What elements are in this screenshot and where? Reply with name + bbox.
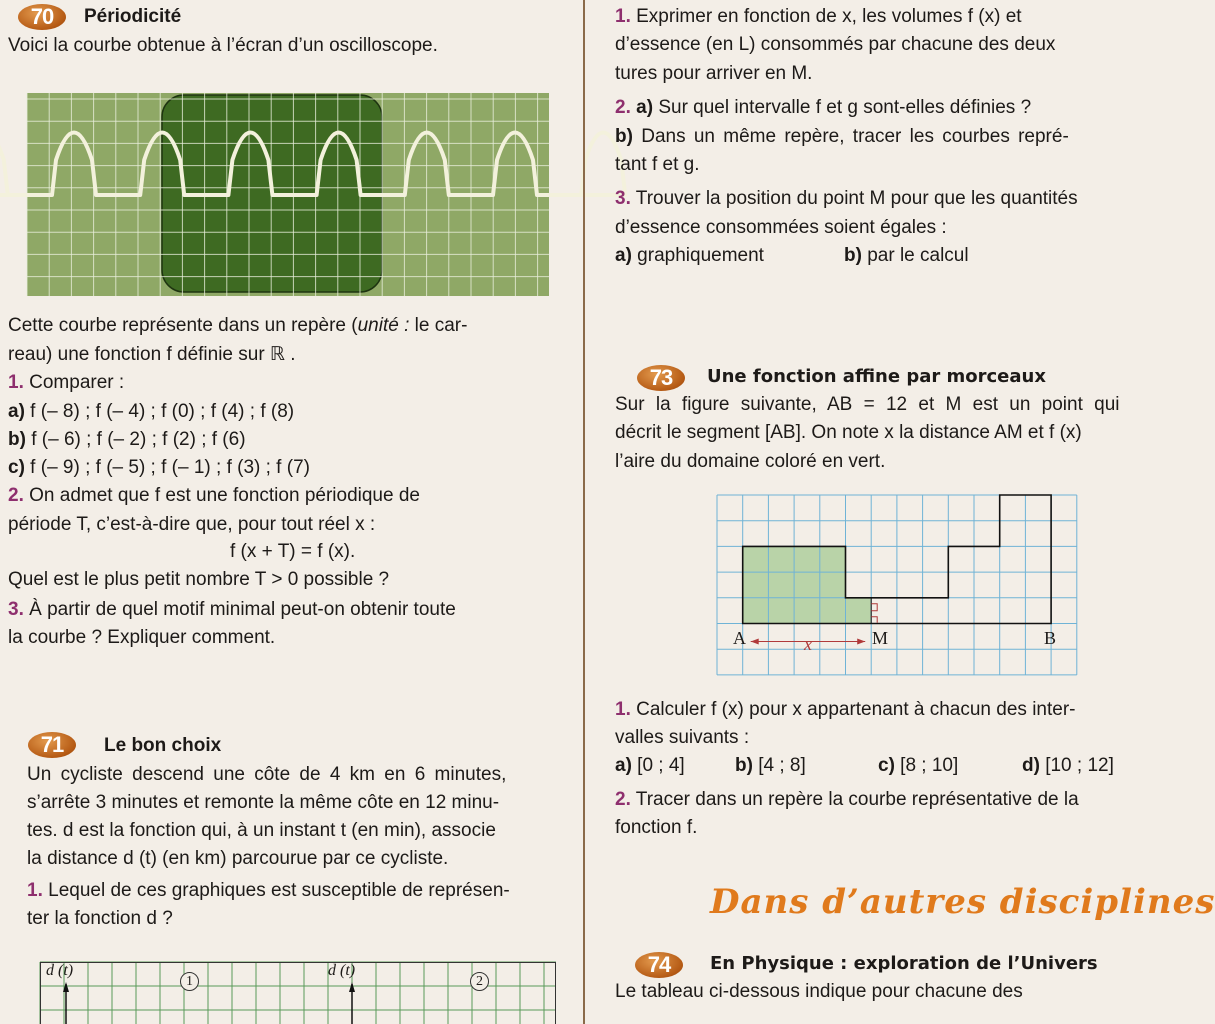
right-angle-marks (871, 604, 877, 623)
point-b-label: B (1044, 628, 1057, 648)
paragraph: s’arrête 3 minutes et remonte la même côte en 12 minu- (27, 792, 500, 813)
question-1: 1. Calculer f (x) pour x appartenant à chacun des inter- (615, 699, 1076, 720)
exercise-number-badge: 71 (28, 732, 76, 758)
interval-d: d) [10 ; 12] (1022, 755, 1114, 776)
paragraph: la distance d (t) (en km) parcourue par ce cycliste. (27, 848, 449, 869)
exercise-number-badge: 70 (18, 4, 66, 30)
question-1: 1. Exprimer en fonction de x, les volumes f (x) et (615, 6, 1022, 27)
question-2a: 2. a) Sur quel intervalle f et g sont-elles définies ? (615, 97, 1032, 118)
right-column (586, 0, 1215, 1024)
question-2: 2. On admet que f est une fonction périodique de (8, 485, 420, 506)
question-2: 2. Tracer dans un repère la courbe représentative de la (615, 789, 1079, 810)
paragraph: tures pour arriver en M. (615, 63, 813, 84)
question-3: 3. Trouver la position du point M pour que les quantités (615, 188, 1078, 209)
question-1: 1. Comparer : (8, 372, 125, 393)
paragraph: Quel est le plus petit nombre T > 0 possible ? (8, 569, 390, 590)
exercise-number-badge: 73 (637, 365, 685, 391)
interval-c: c) [8 ; 10] (878, 755, 959, 776)
question-1a: a) f (– 8) ; f (– 4) ; f (0) ; f (4) ; f (8) (8, 401, 295, 422)
paragraph: d’essence (en L) consommés par chacune des deux (615, 34, 1056, 55)
area-figure (716, 494, 1080, 676)
paragraph: période T, c’est-à-dire que, pour tout réel x : (8, 514, 376, 535)
paragraph: l’aire du domaine coloré en vert. (615, 451, 886, 472)
section-heading: Dans d’autres disciplines (710, 882, 1215, 922)
paragraph: Sur la figure suivante, AB = 12 et M est un point qui (615, 394, 1120, 415)
question-3a: a) graphiquement (615, 245, 764, 266)
interval-b: b) [4 ; 8] (735, 755, 806, 776)
exercise-title: Une fonction affine par morceaux (707, 366, 1046, 387)
paragraph: d’essence consommées soient égales : (615, 217, 947, 238)
graph-2-number: 2 (470, 972, 489, 991)
axis-arrow-icon (349, 982, 355, 992)
paragraph: la courbe ? Expliquer comment. (8, 627, 276, 648)
graph-2-axis-label: d (t) (328, 962, 356, 979)
column-divider (583, 0, 585, 1024)
question-1: 1. Lequel de ces graphiques est susceptible de représen- (27, 880, 510, 901)
question-3: 3. À partir de quel motif minimal peut-on obtenir toute (8, 599, 456, 620)
paragraph: fonction f. (615, 817, 698, 838)
oscilloscope-figure (27, 93, 549, 296)
green-area (743, 546, 872, 623)
exercise-title: Le bon choix (104, 735, 222, 756)
graph-1-number: 1 (180, 972, 199, 991)
exercise-title: En Physique : exploration de l’Univers (710, 953, 1098, 974)
question-2b: b) Dans un même repère, tracer les courbes repré- (615, 126, 1069, 147)
paragraph: tes. d est la fonction qui, à un instant t (en min), associe (27, 820, 496, 841)
paragraph: tant f et g. (615, 154, 700, 175)
question-3b: b) par le calcul (844, 245, 969, 266)
exercise-title: Périodicité (84, 6, 182, 27)
intro-text: Voici la courbe obtenue à l’écran d’un oscilloscope. (8, 35, 438, 56)
exercise-number-badge: 74 (635, 952, 683, 978)
point-a-label: A (733, 628, 746, 648)
paragraph: décrit le segment [AB]. On note x la distance AM et f (x) (615, 422, 1082, 443)
point-m-label: M (872, 628, 889, 648)
graph-1-axis-label: d (t) (46, 962, 74, 979)
paragraph: ter la fonction d ? (27, 908, 173, 929)
interval-a: a) [0 ; 4] (615, 755, 685, 776)
paragraph: Un cycliste descend une côte de 4 km en 6 minutes, (27, 764, 507, 785)
equation: f (x + T) = f (x). (230, 541, 356, 562)
paragraph: Cette courbe représente dans un repère (unité : le car- (8, 315, 468, 336)
paragraph: reau) une fonction f définie sur ℝ . (8, 344, 296, 365)
distance-x-label: x (804, 634, 812, 654)
question-1b: b) f (– 6) ; f (– 2) ; f (2) ; f (6) (8, 429, 246, 450)
paragraph: Le tableau ci-dessous indique pour chacune des (615, 981, 1023, 1002)
paragraph: valles suivants : (615, 727, 750, 748)
question-1c: c) f (– 9) ; f (– 5) ; f (– 1) ; f (3) ; f (7) (8, 457, 310, 478)
